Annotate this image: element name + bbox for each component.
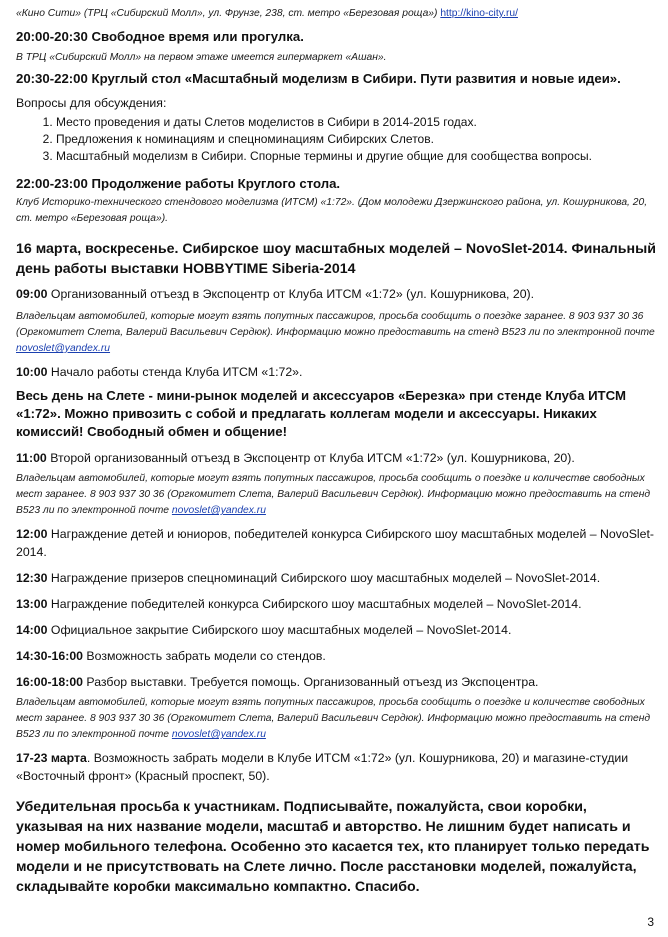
questions-label: Вопросы для обсуждения: bbox=[16, 96, 167, 110]
schedule-item-1100 bbox=[16, 449, 656, 467]
schedule-item-0900 bbox=[16, 285, 656, 303]
time-label: 20:00-20:30 bbox=[16, 29, 88, 44]
item-text: Организованный отъезд в Экспоцентр от Клуба ИТСМ «1:72» (ул. Кошурникова, 20). bbox=[50, 287, 535, 301]
schedule-item-1230 bbox=[16, 569, 656, 587]
market-announcement: Весь день на Слете - мини-рынок моделей и аксессуаров «Березка» при стенде Клуба ИТСМ «1:72». Можно привозить с собой и предлагать коллегам модели и аксессуары. Никаких комиссий! Свободный обмен и общение! bbox=[16, 388, 626, 439]
schedule-item-1600 bbox=[16, 673, 656, 691]
time-label: 20:30-22:00 bbox=[16, 71, 88, 86]
time-label: 16:00-18:00 bbox=[16, 675, 83, 689]
schedule-item-2030 bbox=[16, 70, 656, 88]
question-item: 3. Масштабный моделизм в Сибири. Спорные термины и другие общие для сообщества вопросы. bbox=[56, 148, 656, 165]
participants-request: Убедительная просьба к участникам. Подписывайте, пожалуйста, свои коробки, указывая на них название модели, масштаб и авторство. Не лишним будет написать и номер мобильного телефона. Особенно это касается тех, кто планирует только передать модели и не присутствовать на Слете лично. После расстановки моделей, пожалуйста, складывайте коробки максимально компактно. Спасибо. bbox=[16, 799, 650, 895]
time-label: 13:00 bbox=[16, 597, 48, 611]
email-link[interactable]: novoslet@yandex.ru bbox=[171, 505, 266, 516]
schedule-item-2000 bbox=[16, 28, 656, 46]
cinema-text: «Кино Сити» (ТРЦ «Сибирский Молл», ул. Фрунзе, 238, ст. метро «Березовая роща») bbox=[16, 8, 438, 19]
item-text: Награждение призеров спецноминаций Сибирского шоу масштабных моделей – NovoSlet-2014. bbox=[50, 571, 601, 585]
schedule-item-1430 bbox=[16, 647, 656, 665]
note-drivers-0900 bbox=[16, 309, 656, 357]
note-drivers-1100 bbox=[16, 471, 656, 519]
questions-list bbox=[16, 114, 656, 165]
item-text: Круглый стол «Масштабный моделизм в Сибири. Пути развития и новые идеи». bbox=[91, 71, 621, 86]
question-item: 1. Место проведения и даты Слетов моделистов в Сибири в 2014-2015 годах. bbox=[56, 114, 656, 131]
schedule-item-1400 bbox=[16, 621, 656, 639]
item-text: Возможность забрать модели со стендов. bbox=[86, 649, 326, 663]
schedule-item-1300 bbox=[16, 595, 656, 613]
time-label: 11:00 bbox=[16, 451, 47, 465]
time-label: 14:30-16:00 bbox=[16, 649, 83, 663]
item-text: Начало работы стенда Клуба ИТСМ «1:72». bbox=[50, 365, 303, 379]
item-text: Награждение победителей конкурса Сибирского шоу масштабных моделей – NovoSlet-2014. bbox=[50, 597, 582, 611]
item-text: Свободное время или прогулка. bbox=[91, 29, 304, 44]
item-text: Продолжение работы Круглого стола. bbox=[91, 176, 341, 191]
email-link[interactable]: novoslet@yandex.ru bbox=[16, 343, 111, 354]
time-label: 10:00 bbox=[16, 365, 48, 379]
note-text: Владельцам автомобилей, которые могут взять попутных пассажиров, просьба сообщить о поездке и количестве свободных мест заранее. 8 903 937 30 36 (Оргкомитет Слета, Валерий Васильевич Сердюк). Информацию можно предоставить на стенд В523 ли по электронной почте bbox=[16, 697, 651, 740]
time-label: 22:00-23:00 bbox=[16, 176, 88, 191]
page-number: 3 bbox=[647, 915, 654, 929]
day-heading: 16 марта, воскресенье. Сибирское шоу масштабных моделей – NovoSlet-2014. Финальный день работы выставки HOBBYTIME Siberia-2014 bbox=[16, 241, 656, 277]
item-text: Награждение детей и юниоров, победителей конкурса Сибирского шоу масштабных моделей – NovoSlet-2014. bbox=[16, 527, 655, 559]
time-label: 14:00 bbox=[16, 623, 48, 637]
note-drivers-1600 bbox=[16, 695, 656, 743]
item-text: Официальное закрытие Сибирского шоу масштабных моделей – NovoSlet-2014. bbox=[50, 623, 512, 637]
note-text: Владельцам автомобилей, которые могут взять попутных пассажиров, просьба сообщить о поездке заранее. 8 903 937 30 36 (Оргкомитет Слета, Валерий Васильевич Сердюк). Информацию можно предоставить на стенд В523 ли по электронной почте bbox=[16, 311, 655, 338]
time-label: 12:30 bbox=[16, 571, 48, 585]
item-text: . Возможность забрать модели в Клубе ИТСМ «1:72» (ул. Кошурникова, 20) и магазине-студии «Восточный фронт» (Красный проспект, 50). bbox=[16, 751, 629, 783]
item-text: Второй организованный отъезд в Экспоцентр от Клуба ИТСМ «1:72» (ул. Кошурникова, 20). bbox=[50, 451, 575, 465]
schedule-item-1000 bbox=[16, 363, 656, 381]
cinema-info bbox=[16, 6, 656, 22]
email-link[interactable]: novoslet@yandex.ru bbox=[171, 729, 266, 740]
question-item: 2. Предложения к номинациям и спецноминациям Сибирских Слетов. bbox=[56, 131, 656, 148]
note-text: Владельцам автомобилей, которые могут взять попутных пассажиров, просьба сообщить о поездке и количестве свободных мест заранее. 8 903 937 30 36 (Оргкомитет Слета, Валерий Васильевич Сердюк). Информацию можно предоставить на стенд В523 ли по электронной почте bbox=[16, 473, 651, 516]
schedule-item-1200 bbox=[16, 525, 656, 561]
schedule-item-march bbox=[16, 749, 656, 785]
time-label: 09:00 bbox=[16, 287, 48, 301]
date-label: 17-23 марта bbox=[16, 751, 87, 765]
note-ashan: В ТРЦ «Сибирский Молл» на первом этаже имеется гипермаркет «Ашан». bbox=[16, 52, 387, 63]
item-text: Разбор выставки. Требуется помощь. Организованный отъезд из Экспоцентра. bbox=[86, 675, 539, 689]
note-club-address: Клуб Историко-технического стендового моделизма (ИТСМ) «1:72». (Дом молодежи Дзержинского района, ул. Кошурникова, 20, ст. метро «Березовая роща»). bbox=[16, 197, 648, 224]
cinema-link[interactable]: http://kino-city.ru/ bbox=[440, 8, 518, 19]
schedule-item-2200 bbox=[16, 175, 656, 193]
document-page bbox=[16, 6, 656, 897]
time-label: 12:00 bbox=[16, 527, 48, 541]
